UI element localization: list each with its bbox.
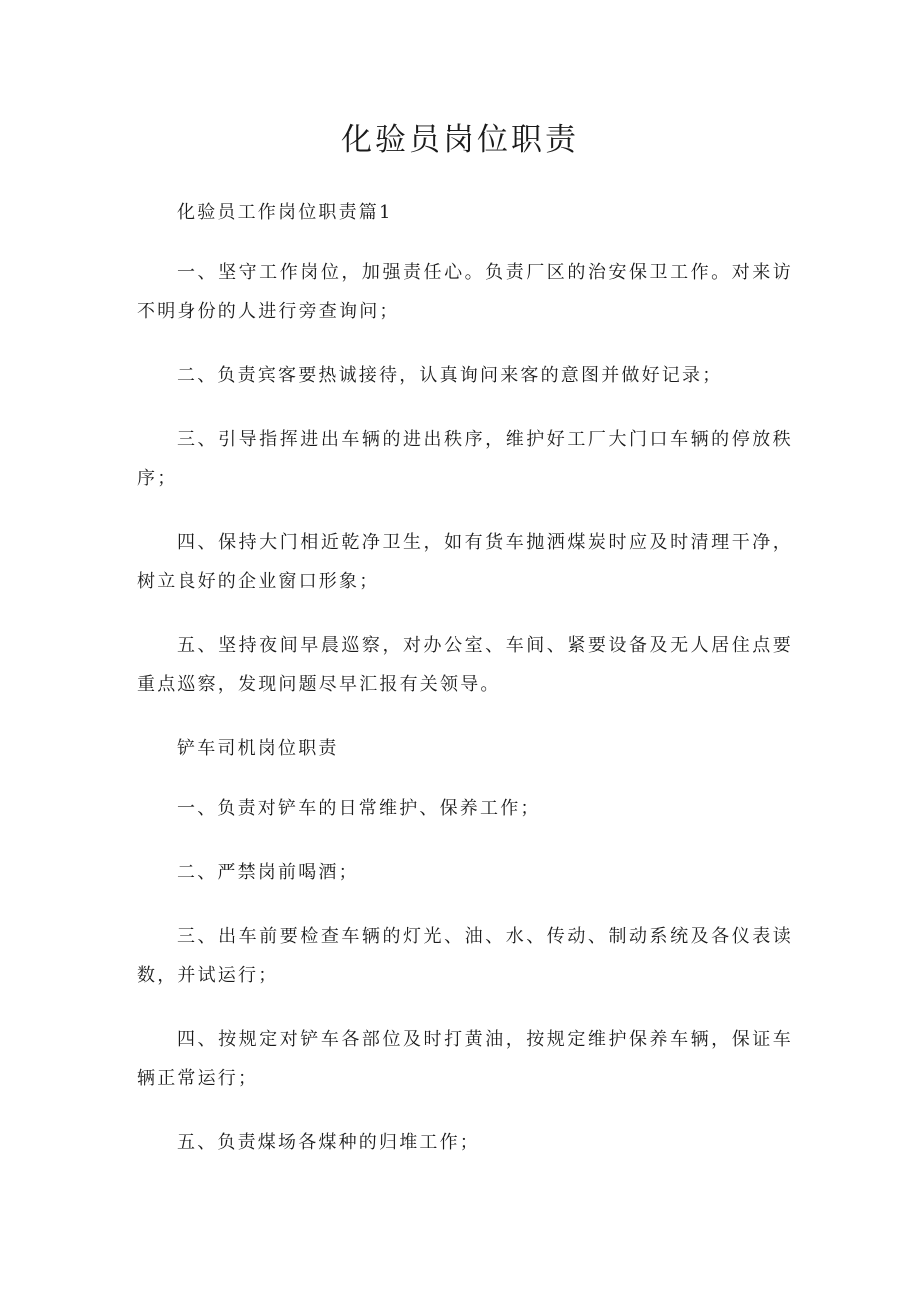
paragraph: 四、按规定对铲车各部位及时打黄油，按规定维护保养车辆，保证车辆正常运行； bbox=[137, 1029, 793, 1089]
section-heading: 化验员工作岗位职责篇1 bbox=[177, 202, 393, 223]
document-body bbox=[137, 193, 793, 1187]
paragraph: 三、出车前要检查车辆的灯光、油、水、传动、制动系统及各仪表读数，并试运行； bbox=[137, 926, 793, 986]
page-title: 化验员岗位职责 bbox=[341, 122, 579, 158]
paragraph: 五、负责煤场各煤种的归堆工作； bbox=[177, 1132, 480, 1153]
paragraph: 五、坚持夜间早晨巡察，对办公室、车间、紧要设备及无人居住点要重点巡察，发现问题尽早汇报有关领导。 bbox=[137, 635, 793, 695]
paragraph: 四、保持大门相近乾净卫生，如有货车抛洒煤炭时应及时清理干净，树立良好的企业窗口形象； bbox=[137, 532, 793, 592]
section-heading: 铲车司机岗位职责 bbox=[177, 738, 339, 759]
paragraph: 一、负责对铲车的日常维护、保养工作； bbox=[177, 798, 541, 819]
paragraph: 三、引导指挥进出车辆的进出秩序，维护好工厂大门口车辆的停放秩序； bbox=[137, 429, 793, 489]
paragraph: 二、严禁岗前喝酒； bbox=[177, 862, 359, 883]
paragraph: 一、坚守工作岗位，加强责任心。负责厂区的治安保卫工作。对来访不明身份的人进行旁查询问； bbox=[137, 262, 793, 322]
paragraph: 二、负责宾客要热诚接待，认真询问来客的意图并做好记录； bbox=[177, 365, 723, 386]
